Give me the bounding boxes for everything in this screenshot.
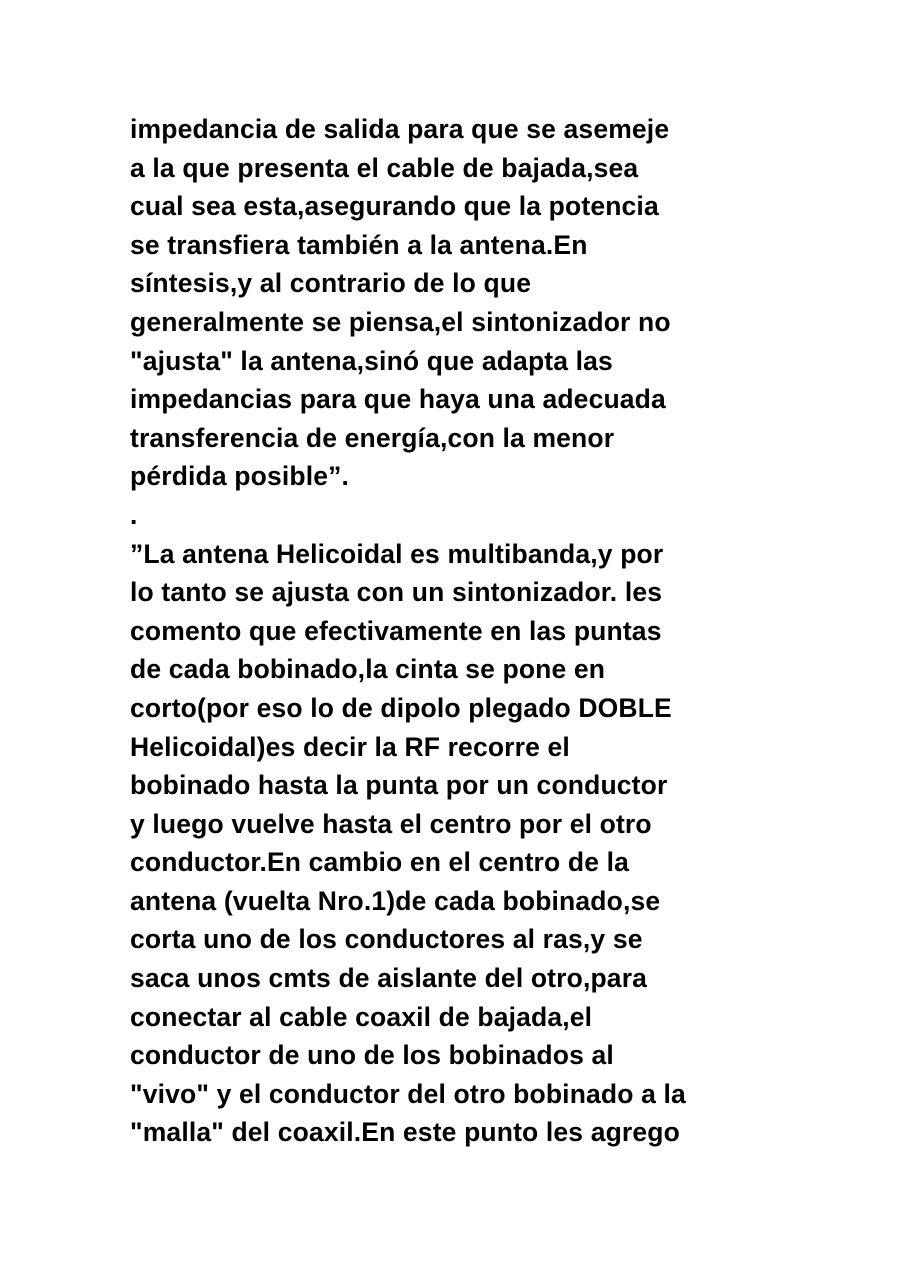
text-line: conductor de uno de los bobinados al: [130, 1040, 614, 1071]
text-line: conectar al cable coaxil de bajada,el: [130, 1001, 593, 1032]
text-line: transferencia de energía,con la menor: [130, 422, 615, 453]
text-line: "malla" del coaxil.En este punto les agrego: [130, 1117, 680, 1148]
text-line: impedancia de salida para que se asemeje: [130, 114, 670, 144]
text-line: de cada bobinado,la cinta se pone en: [130, 654, 606, 685]
text-line: generalmente se piensa,el sintonizador no: [130, 306, 671, 337]
text-line: pérdida posible”.: [130, 461, 350, 492]
text-line: Helicoidal)es decir la RF recorre el: [130, 731, 570, 762]
text-line: cual sea esta,asegurando que la potencia: [130, 191, 659, 222]
text-line: y luego vuelve hasta el centro por el otro: [130, 808, 652, 839]
text-line: comento que efectivamente en las puntas: [130, 615, 662, 646]
text-line: corto(por eso lo de dipolo plegado DOBLE: [130, 692, 672, 723]
text-line: antena (vuelta Nro.1)de cada bobinado,se: [130, 885, 661, 916]
text-line: ”La antena Helicoidal es multibanda,y por: [130, 538, 664, 569]
separator-dot: .: [130, 499, 138, 530]
text-line: se transfiera también a la antena.En: [130, 229, 588, 260]
text-line: conductor.En cambio en el centro de la: [130, 847, 630, 878]
text-line: "vivo" y el conductor del otro bobinado a la: [130, 1078, 686, 1109]
text-line: saca unos cmts de aislante del otro,para: [130, 963, 648, 994]
text-line: impedancias para que haya una adecuada: [130, 384, 666, 415]
text-line: "ajusta" la antena,sinó que adapta las: [130, 345, 613, 376]
text-line: a la que presenta el cable de bajada,sea: [130, 152, 639, 183]
text-line: lo tanto se ajusta con un sintonizador. les: [130, 577, 663, 608]
text-line: corta uno de los conductores al ras,y se: [130, 924, 643, 955]
text-line: bobinado hasta la punta por un conductor: [130, 770, 668, 801]
body-text: [130, 110, 830, 1152]
text-line: síntesis,y al contrario de lo que: [130, 268, 532, 299]
